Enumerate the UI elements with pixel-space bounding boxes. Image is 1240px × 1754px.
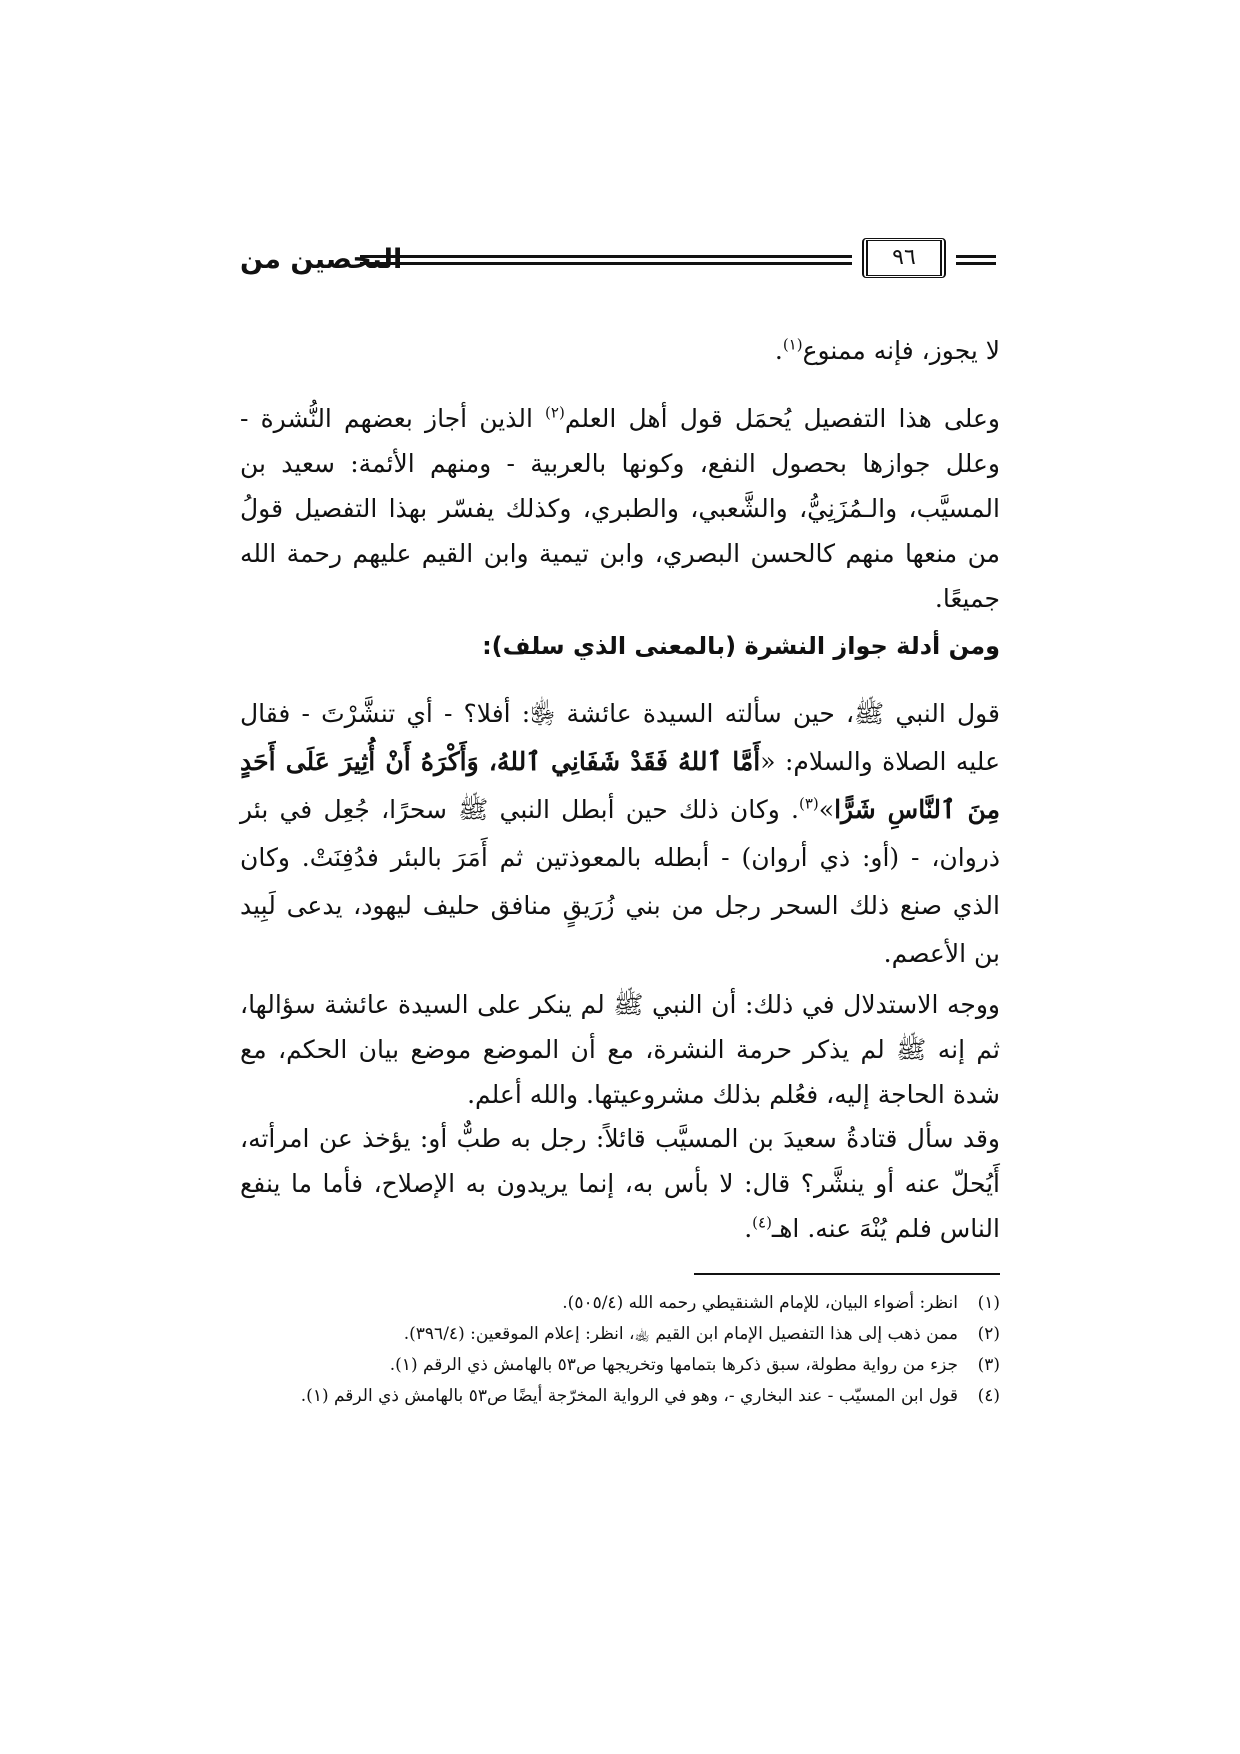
footnote-item	[240, 1381, 1000, 1412]
paragraph-3	[240, 690, 1000, 978]
footnote-number: (٣)	[977, 1355, 1000, 1375]
running-title: التحصين من	[240, 244, 403, 275]
header-rule-long	[360, 255, 852, 265]
paragraph-2-text-b: الذين أجاز بعضهم النُّشرة - وعلل جوازها بحصول النفع، وكونها بالعربية - ومنهم الأئمة: سعيد بن المسيَّب، والـمُزَنِيُّ، والشَّعبي، والطبري، وكذلك يفسّر بهذا التفصيل قولُ من منعها منهم كالحسن البصري، وابن تيمية وابن القيم عليهم رحمة الله جميعًا.	[240, 404, 1000, 613]
paragraph-1-text: لا يجوز، فإنه ممنوع	[802, 336, 1000, 365]
footnote-text: انظر: أضواء البيان، للإمام الشنقيطي رحمه الله (٥٠٥/٤).	[562, 1293, 958, 1313]
footnote-number: (٢)	[977, 1324, 1000, 1344]
section-heading: ومن أدلة جواز النشرة (بالمعنى الذي سلف):	[482, 632, 1000, 660]
paragraph-3-text-a: قول النبي ﷺ، حين سألته السيدة عائشة ﵂: أفلا؟ - أي تنشَّرْتَ - فقال عليه الصلاة والسلام: «	[240, 699, 1000, 776]
footnote-item	[240, 1350, 1000, 1381]
footnote-ref-1: (١)	[782, 335, 803, 354]
page-number: ٩٦	[862, 238, 946, 278]
paragraph-5-text: وقد سأل قتادةُ سعيدَ بن المسيَّب قائلاً: رجل به طبٌّ أو: يؤخذ عن امرأته، أَيُحلّ عنه أو ينشَّر؟ قال: لا بأس به، إنما يريدون به الإصلاح، فأما ما ينفع الناس فلم يُنْهَ عنه. اهـ	[240, 1124, 1000, 1243]
paragraph-2-text-a: وعلى هذا التفصيل يُحمَل قول أهل العلم	[564, 404, 1001, 433]
paragraph-2	[240, 396, 1000, 621]
paragraph-4: ووجه الاستدلال في ذلك: أن النبي ﷺ لم ينكر على السيدة عائشة سؤالها، ثم إنه ﷺ لم يذكر حرمة النشرة، مع أن الموضع موضع بيان الحكم، مع شدة الحاجة إليه، فعُلم بذلك مشروعيتها. والله أعلم.	[240, 990, 1000, 1109]
footnote-item	[240, 1319, 1000, 1350]
footnote-text: جزء من رواية مطولة، سبق ذكرها بتمامها وتخريجها ص٥٣ بالهامش ذي الرقم (١).	[389, 1355, 958, 1375]
page-header	[240, 238, 1000, 284]
paragraph-5-end: .	[744, 1214, 753, 1243]
footnote-item	[240, 1288, 1000, 1319]
footnote-ref-4: (٤)	[752, 1213, 772, 1232]
footnote-separator	[694, 1273, 1000, 1275]
paragraph-5	[240, 1116, 1000, 1251]
footnote-ref-2: (٢)	[545, 403, 565, 422]
paragraph-3-text-c: . وكان ذلك حين أبطل النبي ﷺ سحرًا، جُعِل في بئر ذروان، - (أو: ذي أروان) - أبطله بالمعوذتين ثم أَمَرَ بالبئر فدُفِنَتْ. وكان الذي صنع ذلك السحر رجل من بني زُرَيقٍ منافق حليف ليهود، يدعى لَبِيد بن الأعصم.	[240, 795, 1000, 968]
footnote-text: قول ابن المسيّب - عند البخاري -، وهو في الرواية المخرّجة أيضًا ص٥٣ بالهامش ذي الرقم (١).	[300, 1386, 958, 1406]
footnote-number: (٤)	[977, 1386, 1000, 1406]
footnotes	[240, 1288, 1000, 1412]
paragraph-1	[240, 328, 1000, 373]
header-rule-short	[956, 255, 996, 265]
hadith-quote: أَمَّا ٱللهُ فَقَدْ شَفَانِي ٱللهُ، وَأَكْرَهُ أَنْ أُثِيرَ عَلَى أَحَدٍ مِنَ ٱلنَّاسِ شَرًّا	[240, 747, 1000, 824]
footnote-number: (١)	[977, 1293, 1000, 1313]
paragraph-1-end: .	[774, 336, 783, 365]
footnote-ref-3: (٣)	[798, 794, 819, 813]
paragraph-3-quote-close: »	[818, 795, 835, 824]
footnote-text: ممن ذهب إلى هذا التفصيل الإمام ابن القيم ﵀، انظر: إعلام الموقعين: (٣٩٦/٤).	[403, 1324, 958, 1344]
